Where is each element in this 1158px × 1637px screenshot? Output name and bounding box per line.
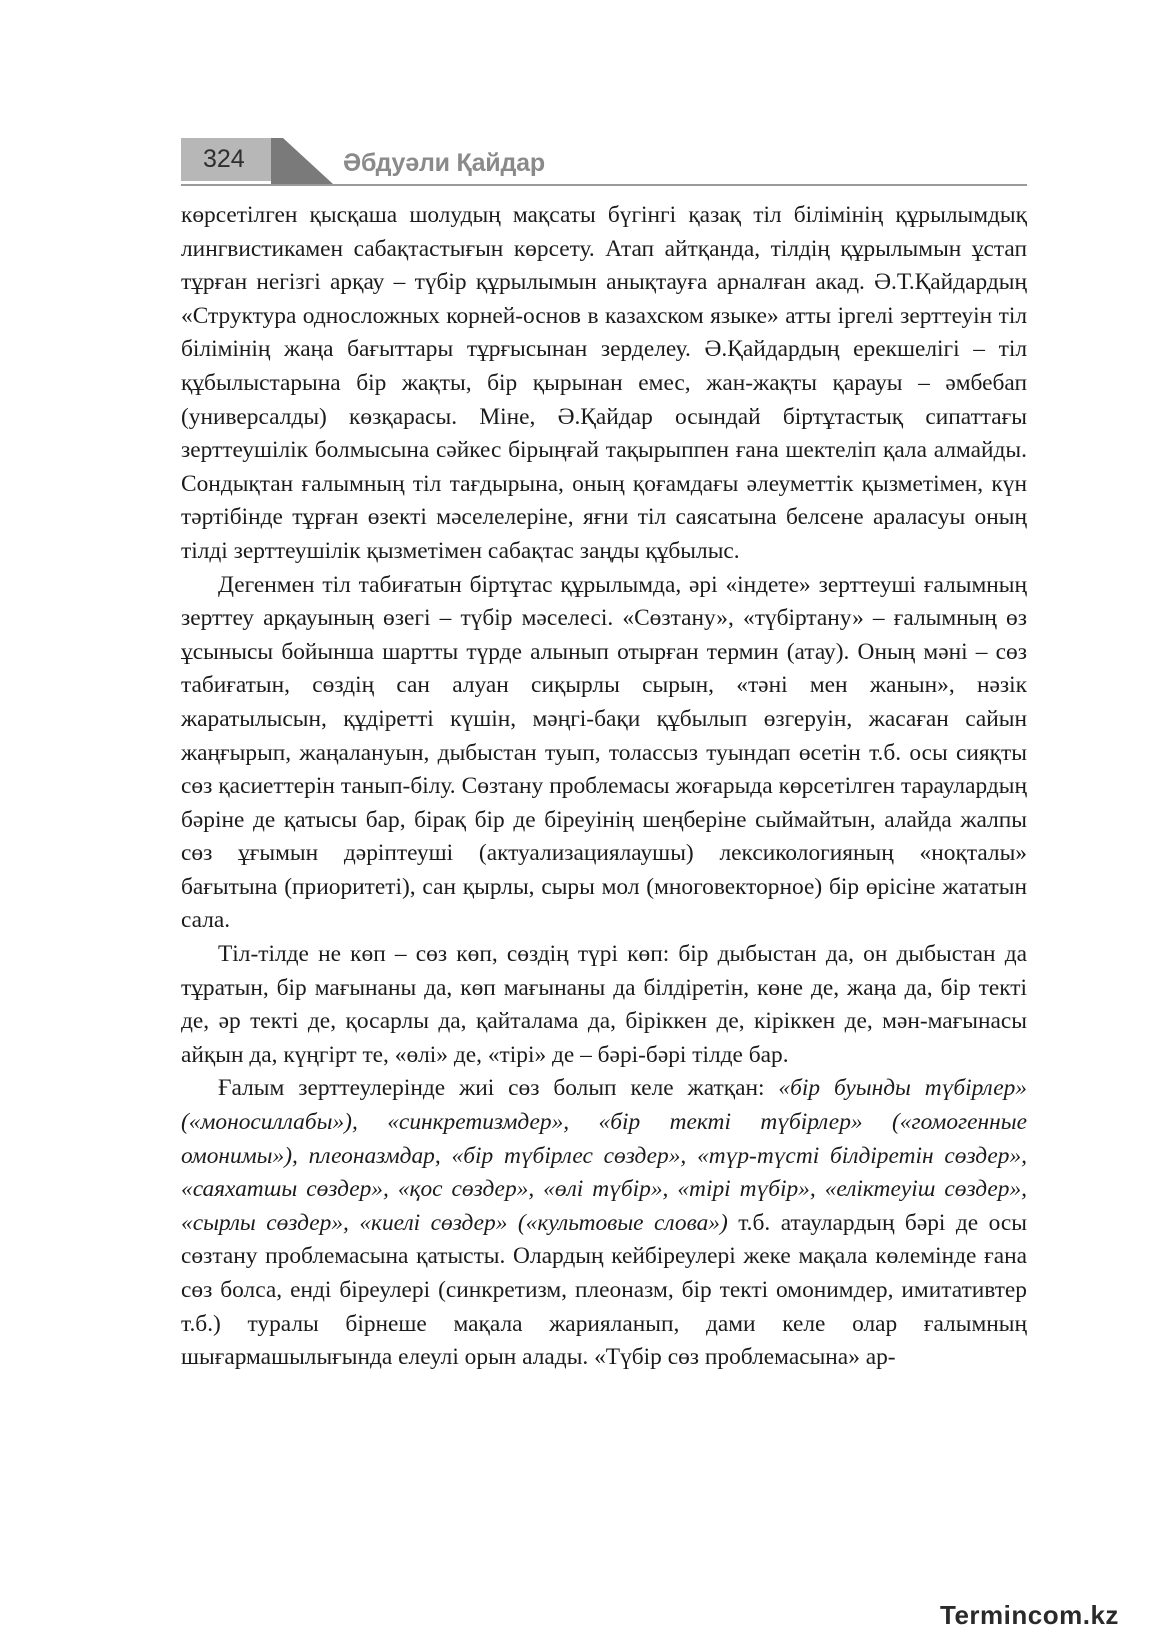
running-title: Әбдуәли Қайдар (343, 149, 545, 177)
page-number: 324 (181, 138, 271, 181)
paragraph-2: Дегенмен тіл табиғатын біртұтас құрылымда, әрі «індете» зерттеуші ғалымның зерттеу арқауының өзегі – түбір мәселесі. «Сөзтану», «түбіртану» – ғалымның өз ұсынысы бойынша шартты түрде алынып отырған термин (атау). Оның мәні – сөз табиғатын, сөздің сан алуан сиқырлы сырын, «тәні мен жанын», нәзік жаратылысын, құдіретті күшін, мәңгі-бақи құбылып өзгеруін, жасаған сайын жаңғырып, жаңалануын, дыбыстан туып, толассыз туындап өсетін т.б. осы сияқты сөз қасиеттерін танып-білу. Сөзтану проблемасы жоғарыда көрсетілген тараулардың бәріне де қатысы бар, бірақ бір де біреуінің шеңберіне сыймайтын, алайда жалпы сөз ұғымын дәріптеуші (актуализациялаушы) лексикологияның «ноқталы» бағытына (приоритеті), сан қырлы, сыры мол (многовекторное) бір өрісіне жататын сала. (181, 571, 1027, 934)
paragraph-1: көрсетілген қысқаша шолудың мақсаты бүгінгі қазақ тіл білімінің құрылымдық лингвистикамен сабақтастығын көрсету. Атап айтқанда, тілдің құрылымын ұстап тұрған негізгі арқау – түбір құрылымын анықтауға арналған акад. Ә.Т.Қайдардың «Структура односложных корней-основ в казахском языке» атты іргелі зерттеуін тіл білімінің жаңа бағыттары тұрғысынан зерделеу. Ә.Қайдардың ерекшелігі – тіл құбылыстарына бір жақты, бір қырынан емес, жан-жақты қарауы – әмбебап (универсалды) көзқарасы. Міне, Ә.Қайдар осындай біртұтастық сипаттағы зерттеушілік болмысына сәйкес бірыңғай тақырыппен ғана шектеліп қала алмайды. Сондықтан ғалымның тіл тағдырына, оның қоғамдағы әлеуметтік қызметімен, күн тәртібінде тұрған өзекті мәселелеріне, яғни тіл саясатына белсене араласуы оның тілді зерттеушілік қызметімен сабақтас заңды құбылыс. (181, 202, 1027, 564)
header-arrow-decoration (271, 138, 333, 187)
page-header (181, 138, 1027, 188)
paragraph-4 (181, 1072, 1027, 1374)
paragraph-4-lead: Ғалым зерттеулерінде жиі сөз болып келе жатқан: (218, 1075, 779, 1102)
paragraph-4-tail: т.б. атаулардың бәрі де осы сөзтану проблемасына қатысты. Олардың кейбіреулері жеке мақала көлемінде ғана сөз болса, енді біреулері (синкретизм, плеоназм, бір текті омонимдер, имитативтер т.б.) туралы бірнеше мақала жарияланып, дами келе олар ғалымның шығармашылығында елеулі орын алады. «Түбір сөз проблемасына» ар- (181, 1209, 1027, 1371)
body-text (181, 199, 1027, 1375)
paragraph-3: Тіл-тілде не көп – сөз көп, сөздің түрі көп: бір дыбыстан да, он дыбыстан да тұратын, бір мағынаны да, көп мағынаны да білдіретін, көне де, жаңа да, бір текті де, әр текті де, қосарлы да, қайталама да, біріккен де, кіріккен де, мән-мағынасы айқын да, күңгірт те, «өлі» де, «тірі» де – бәрі-бәрі тілде бар. (181, 941, 1027, 1068)
watermark-logo: Termincom.kz (940, 1600, 1119, 1630)
paragraph-4-italic-terms: «бір буынды түбірлер» («моносиллабы»), «синкретизмдер», «бір текті түбірлер» («гомогенные омонимы»), плеоназмдар, «бір түбірлес сөздер», «түр-түсті білдіретін сөздер», «саяхатшы сөздер», «қос сөздер», «өлі түбір», «тірі түбір», «еліктеуіш сөздер», «сырлы сөздер», «киелі сөздер» («культовые слова») (181, 1075, 1028, 1236)
header-rule (181, 184, 1027, 186)
